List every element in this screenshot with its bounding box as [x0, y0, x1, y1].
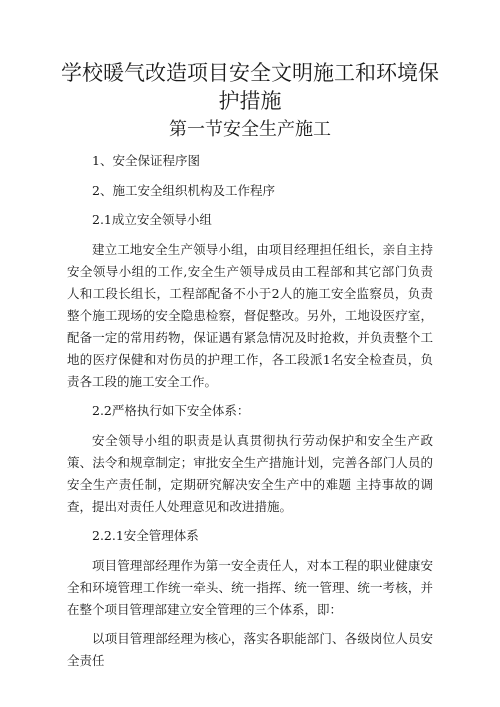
paragraph-management-system: 项目管理部经理作为第一安全责任人，对本工程的职业健康安全和环境管理工作统一牵头、统一指挥、统一管理、统一考核，并在整个项目管理部建立安全管理的三个体系，即： — [67, 557, 433, 617]
section-title: 第一节安全生产施工 — [169, 119, 331, 140]
paragraph-responsibility: 以项目管理部经理为核心，落实各职能部门、各级岗位人员安全责任 — [67, 631, 433, 668]
document-title-line1: 学校暖气改造项目安全文明施工和环境保 — [61, 61, 439, 85]
document-title-line2: 护措施 — [218, 89, 282, 113]
heading-item-2: 2、施工安全组织机构及工作程序 — [92, 182, 275, 198]
heading-2-1: 2.1成立安全领导小组 — [92, 212, 212, 227]
heading-2-2: 2.2严格执行如下安全体系： — [92, 403, 250, 418]
document-body — [67, 150, 433, 680]
heading-item-1: 1、安全保证程序图 — [92, 153, 200, 168]
heading-2-2-1: 2.2.1安全管理体系 — [92, 528, 199, 543]
paragraph-leadership-group: 建立工地安全生产领导小组，由项目经理担任组长，亲自主持安全领导小组的工作,安全生产领导成员由工程部和其它部门负责人和工段长组长，工程部配备不小于2人的施工安全监察员，负责整个施工现场的安全隐患检察，督促整改。另外，工地设医疗室，配备一定的常用药物，保证遇有紧急情况及时抢救，并负责整个工地的医疗保健和对伤员的护理工作，各工段派1名安全检查员，负责各工段的施工安全工作。 — [67, 241, 433, 389]
paragraph-group-duties: 安全领导小组的职责是认真贯彻执行劳动保护和安全生产政策、法令和规章制定；审批安全生产措施计划，完善各部门人员的安全生产责任制，定期研究解决安全生产中的难题 主持事故的调查，提出对责任人处理意见和改进措施。 — [67, 432, 433, 514]
